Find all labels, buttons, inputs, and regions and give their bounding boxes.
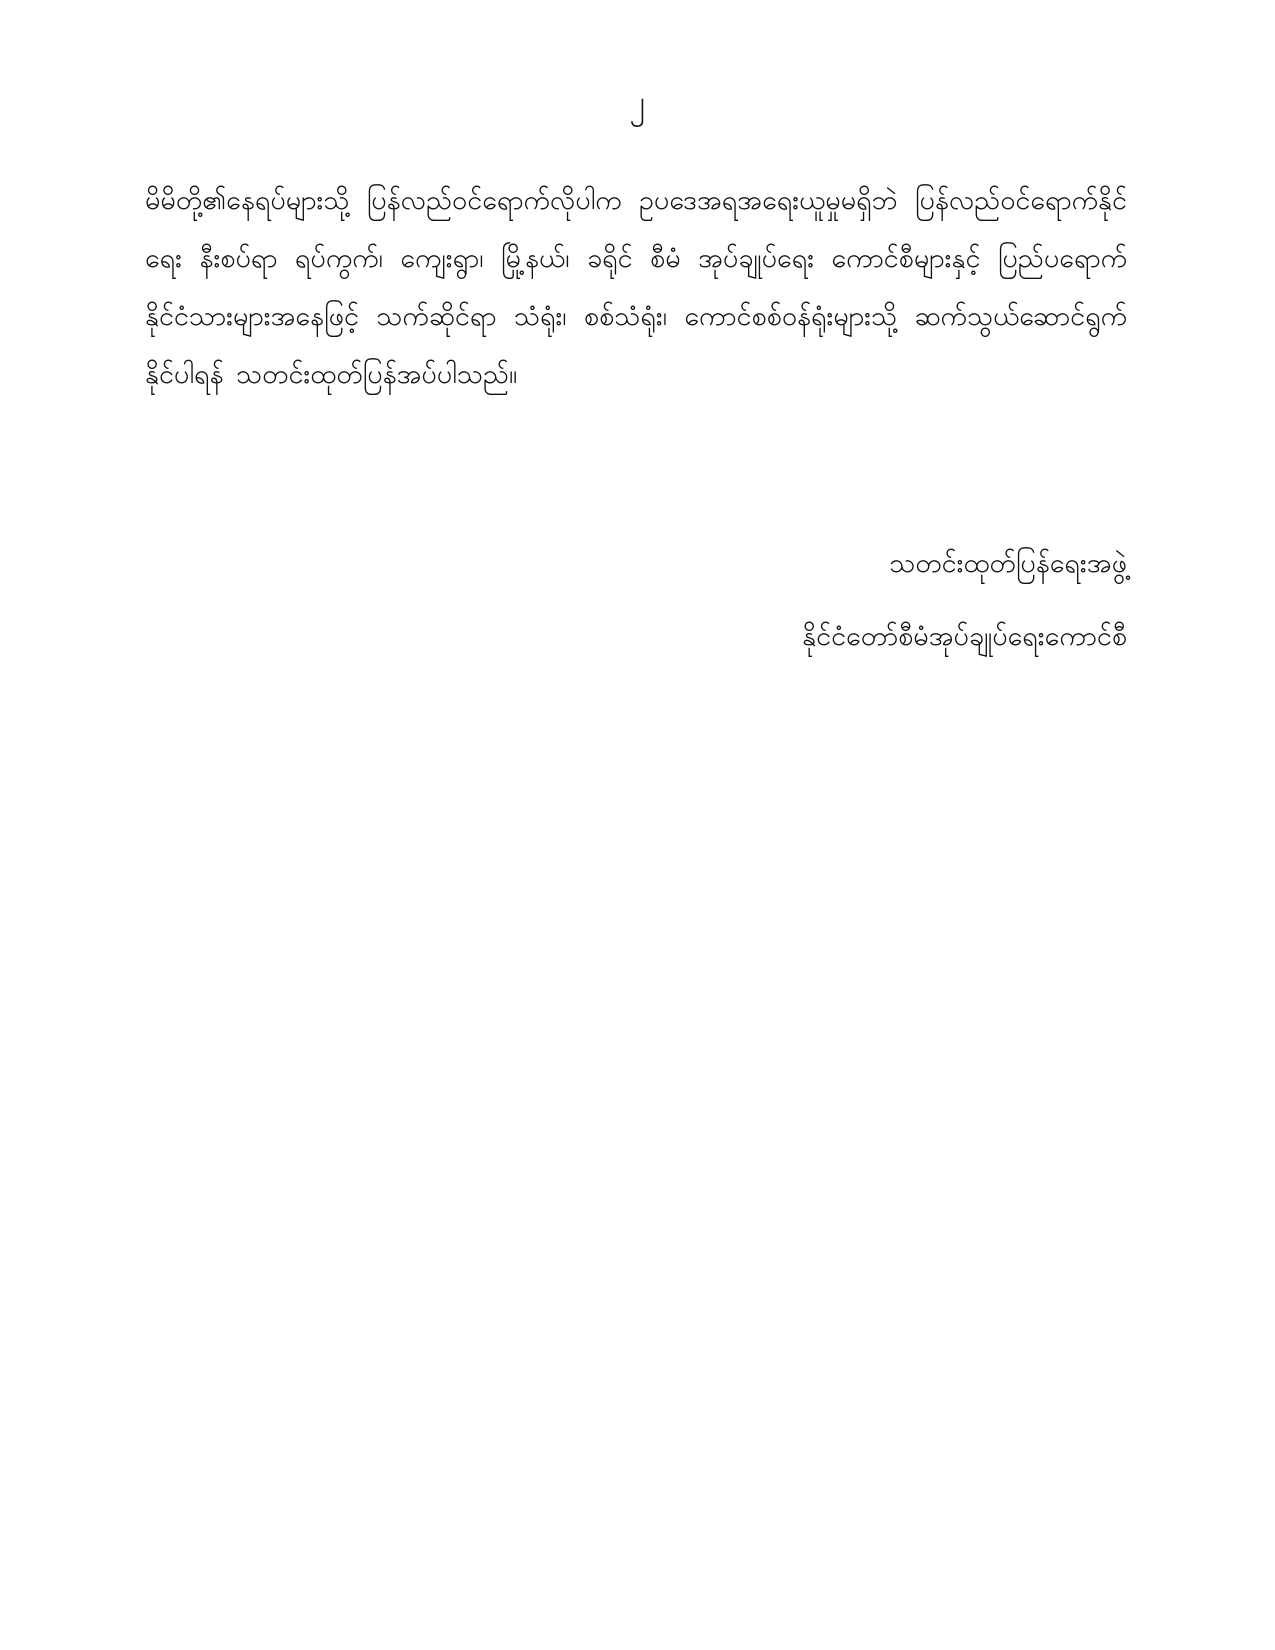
issuer-council: နိုင်ငံတော်စီမံအုပ်ချုပ်ရေးကောင်စီ [802,621,1127,652]
page-number: ၂ [629,83,646,121]
issuer-committee: သတင်းထုတ်ပြန်ရေးအဖွဲ့ [889,548,1127,579]
announcement-paragraph: မိမိတို့၏နေရပ်များသို့ ပြန်လည်ဝင်ရောက်လိုပါက ဥပဒေအရအရေးယူမှုမရှိဘဲ ပြန်လည်ဝင်ရောက်နိုင်ရေး နီးစပ်ရာ ရပ်ကွက်၊ ကျေးရွာ၊ မြို့နယ်၊ ခရိုင် စီမံ အုပ်ချုပ်ရေး ကောင်စီများနှင့် ပြည်ပရောက်နိုင်ငံသားများအနေဖြင့် သက်ဆိုင်ရာ သံရုံး၊ စစ်သံရုံး၊ ကောင်စစ်ဝန်ရုံးများသို့ ဆက်သွယ်ဆောင်ရွက်နိုင်ပါရန် သတင်းထုတ်ပြန်အပ်ပါသည်။ [145,185,1127,390]
